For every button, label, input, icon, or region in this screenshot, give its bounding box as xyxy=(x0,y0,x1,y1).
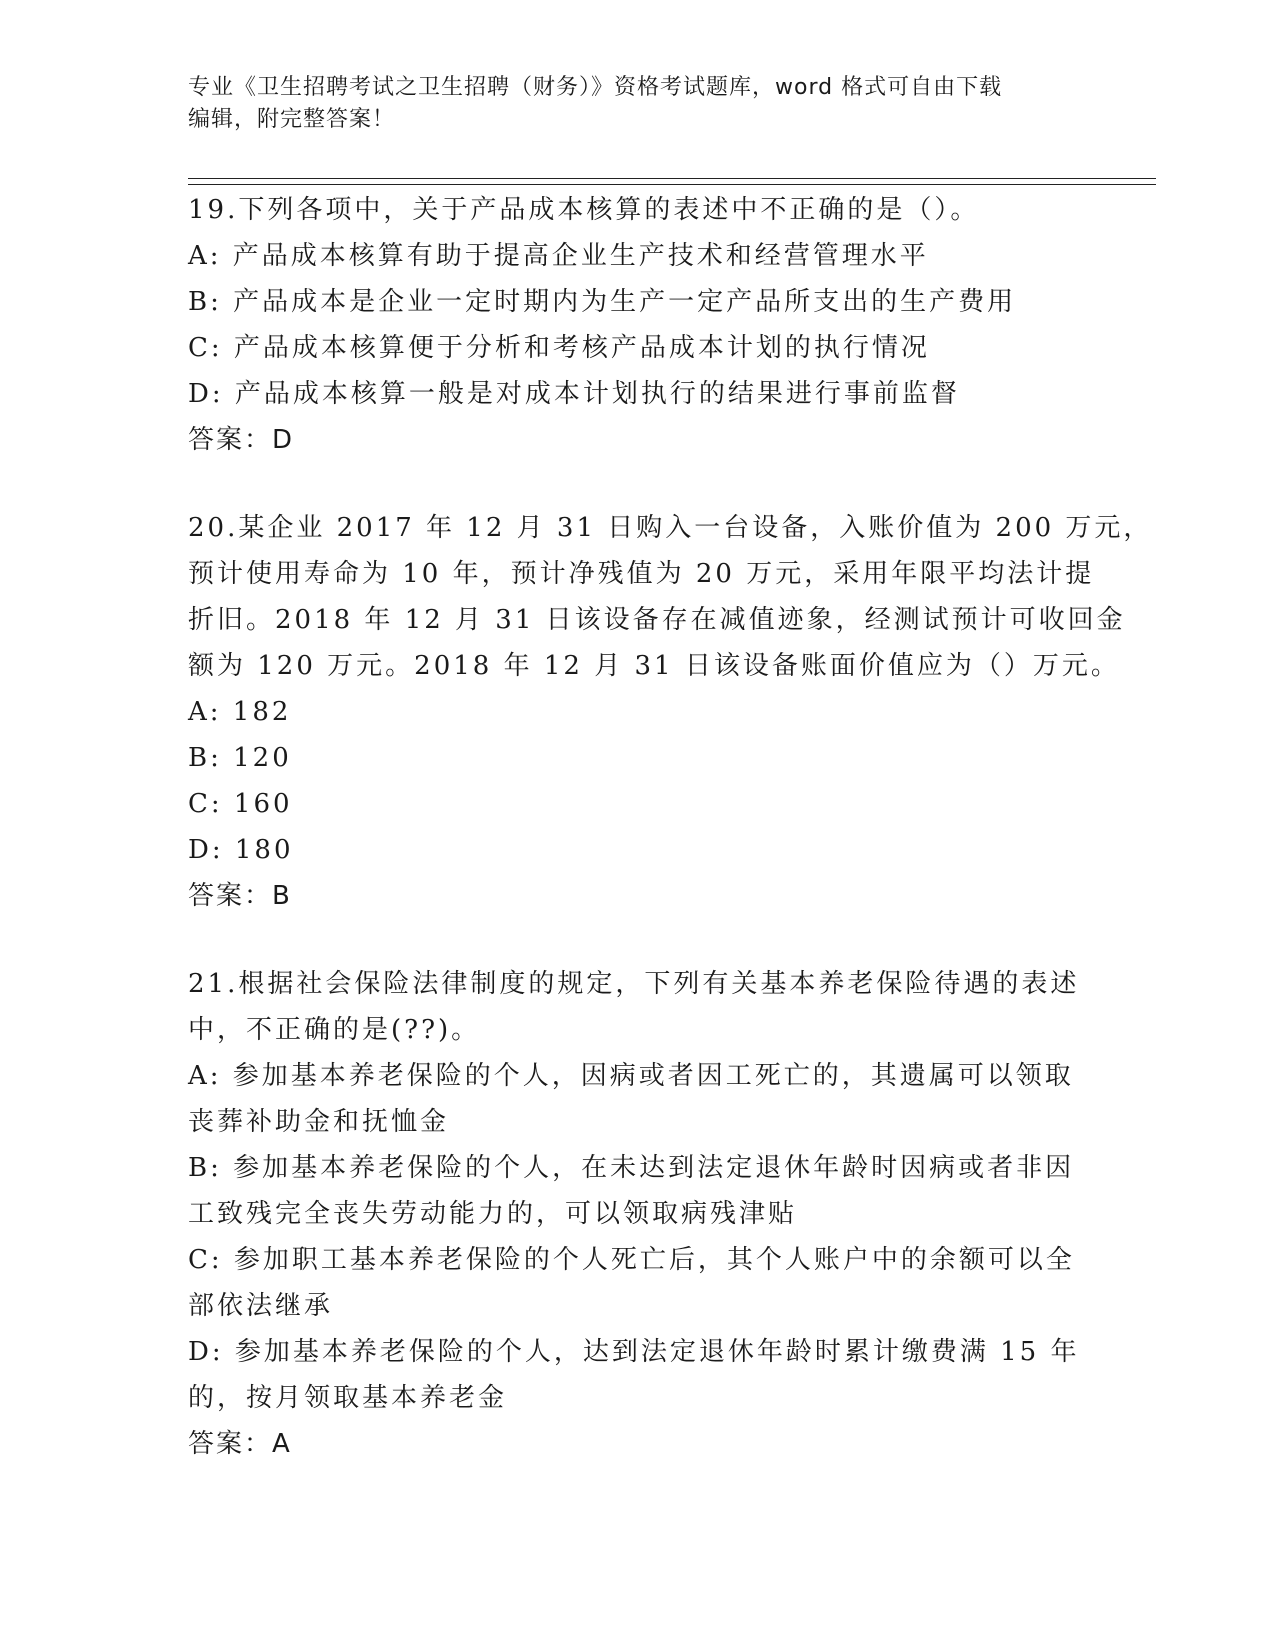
option-c: C: 160 xyxy=(188,789,293,819)
option-b: B: 参加基本养老保险的个人，在未达到法定退休年龄时因病或者非因 xyxy=(188,1153,1075,1183)
question-stem-line: 中，不正确的是(??)。 xyxy=(188,1015,481,1045)
question-20 xyxy=(188,505,1153,919)
question-stem-line: 21.根据社会保险法律制度的规定，下列有关基本养老保险待遇的表述 xyxy=(188,969,1080,999)
option-b: B: 产品成本是企业一定时期内为生产一定产品所支出的生产费用 xyxy=(188,287,1017,317)
option-a: A: 182 xyxy=(188,697,292,727)
answer-label: 答案：A xyxy=(188,1429,292,1459)
option-a: A: 参加基本养老保险的个人，因病或者因工死亡的，其遗属可以领取 xyxy=(188,1061,1074,1091)
question-21 xyxy=(188,961,1088,1467)
question-stem-line: 折旧。2018 年 12 月 31 日该设备存在减值迹象，经测试预计可收回金 xyxy=(188,605,1126,635)
question-stem-line: 预计使用寿命为 10 年，预计净残值为 20 万元，采用年限平均法计提 xyxy=(188,559,1095,589)
answer-label: 答案：D xyxy=(188,425,295,455)
question-stem-line: 19.下列各项中，关于产品成本核算的表述中不正确的是（）。 xyxy=(188,195,980,225)
option-c: C: 参加职工基本养老保险的个人死亡后，其个人账户中的余额可以全 xyxy=(188,1245,1075,1275)
header-divider-bottom xyxy=(188,184,1156,185)
question-stem-line: 额为 120 万元。2018 年 12 月 31 日该设备账面价值应为（）万元。 xyxy=(188,651,1120,681)
answer-label: 答案：B xyxy=(188,881,292,911)
option-a: A: 产品成本核算有助于提高企业生产技术和经营管理水平 xyxy=(188,241,929,271)
option-d: D: 参加基本养老保险的个人，达到法定退休年龄时累计缴费满 15 年 xyxy=(188,1337,1080,1367)
option-c-continuation: 部依法继承 xyxy=(188,1291,334,1321)
question-stem-line: 20.某企业 2017 年 12 月 31 日购入一台设备，入账价值为 200 万元， xyxy=(188,513,1153,543)
header-divider-top xyxy=(188,178,1156,179)
option-d: D: 产品成本核算一般是对成本计划执行的结果进行事前监督 xyxy=(188,379,960,409)
option-b-continuation: 工致残完全丧失劳动能力的，可以领取病残津贴 xyxy=(188,1199,798,1229)
question-spacer xyxy=(188,463,1088,505)
question-spacer xyxy=(188,919,1088,961)
question-list xyxy=(188,187,1153,1467)
option-c: C: 产品成本核算便于分析和考核产品成本计划的执行情况 xyxy=(188,333,930,363)
question-19 xyxy=(188,187,1088,463)
option-a-continuation: 丧葬补助金和抚恤金 xyxy=(188,1107,450,1137)
document-header xyxy=(188,72,1088,136)
option-b: B: 120 xyxy=(188,743,292,773)
header-line-1: 专业《卫生招聘考试之卫生招聘（财务）》资格考试题库，word 格式可自由下载 xyxy=(188,75,1003,100)
header-line-2: 编辑，附完整答案！ xyxy=(188,107,396,132)
option-d: D: 180 xyxy=(188,835,294,865)
option-d-continuation: 的，按月领取基本养老金 xyxy=(188,1383,508,1413)
